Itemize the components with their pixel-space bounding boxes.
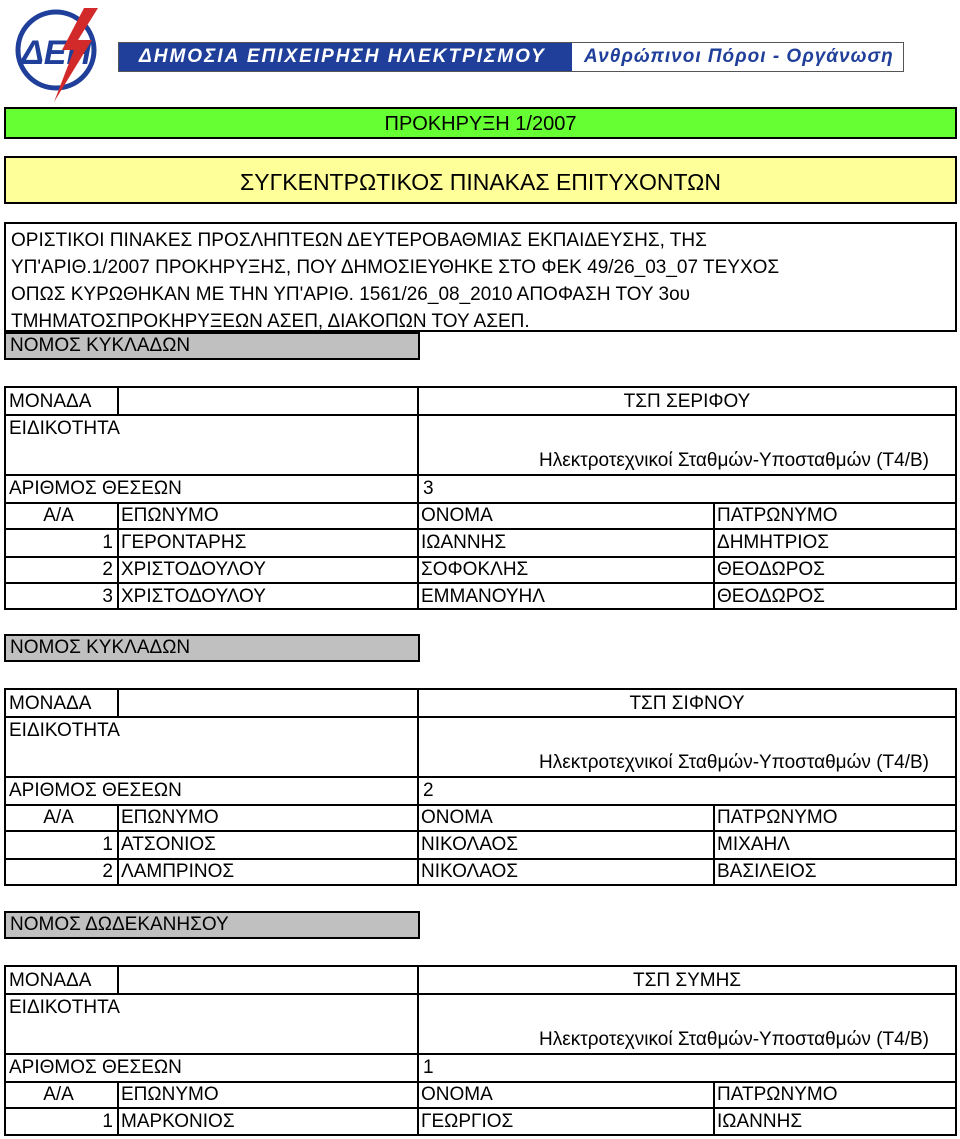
specialty-label: ΕΙΔΙΚΟΤΗΤΑ [9,997,120,1018]
company-banner [118,42,904,95]
specialty-value: Ηλεκτροτεχνικοί Σταθμών-Υποσταθμών (Τ4/Β) [539,752,929,773]
unit-label: ΜΟΝΑΔΑ [9,970,92,991]
positions-label: ΑΡΙΘΜΟΣ ΘΕΣΕΩΝ [9,478,182,499]
slogan: Ανθρώπινοι Πόροι - Οργάνωση [584,46,894,67]
logo-text: ΔΕΗ [20,34,92,72]
region-label: ΝΟΜΟΣ ΚΥΚΛΑΔΩΝ [4,332,420,360]
document-title: ΣΥΓΚΕΝΤΡΩΤΙΚΟΣ ΠΙΝΑΚΑΣ ΕΠΙΤΥΧΟΝΤΩΝ [4,156,957,204]
positions-value: 3 [423,478,434,499]
col-name: ΟΝΟΜΑ [421,505,493,526]
specialty-label: ΕΙΔΙΚΟΤΗΤΑ [9,418,120,439]
announcement-title: ΠΡΟΚΗΡΥΞΗ 1/2007 [4,107,957,139]
region-label: ΝΟΜΟΣ ΚΥΚΛΑΔΩΝ [4,634,420,662]
intro-line: ΟΡΙΣΤΙΚΟΙ ΠΙΝΑΚΕΣ ΠΡΟΣΛΗΠΤΕΩΝ ΔΕΥΤΕΡΟΒΑΘΜΙΑΣ ΕΚΠΑΙΔΕΥΣΗΣ, ΤΗΣ [11,230,707,251]
specialty-value: Ηλεκτροτεχνικοί Σταθμών-Υποσταθμών (Τ4/Β) [539,450,929,471]
region-label: ΝΟΜΟΣ ΔΩΔΕΚΑΝΗΣΟΥ [4,911,420,939]
unit-value: ΤΣΠ ΣΕΡΙΦΟΥ [623,391,751,412]
intro-line: ΟΠΩΣ ΚΥΡΩΘΗΚΑΝ ΜΕ ΤΗΝ ΥΠ'ΑΡΙΘ. 1561/26_08_2010 ΑΠΟΦΑΣΗ ΤΟΥ 3ου [11,284,691,305]
company-name: ΔΗΜΟΣΙΑ ΕΠΙΧΕΙΡΗΣΗ ΗΛΕΚΤΡΙΣΜΟΥ Α.Ε. [119,43,572,71]
col-aa: Α/Α [43,1084,74,1105]
intro-text [4,222,957,332]
col-surname: ΕΠΩΝΥΜΟ [121,505,219,526]
positions-label: ΑΡΙΘΜΟΣ ΘΕΣΕΩΝ [9,1057,182,1078]
col-father: ΠΑΤΡΩΝΥΜΟ [717,505,838,526]
specialty-value: Ηλεκτροτεχνικοί Σταθμών-Υποσταθμών (Τ4/Β) [539,1029,929,1050]
dei-logo-icon [14,6,102,104]
unit-label: ΜΟΝΑΔΑ [9,693,92,714]
specialty-label: ΕΙΔΙΚΟΤΗΤΑ [9,720,120,741]
col-surname: ΕΠΩΝΥΜΟ [121,807,219,828]
intro-line: ΤΜΗΜΑΤΟΣΠΡΟΚΗΡΥΞΕΩΝ ΑΣΕΠ, ΔΙΑΚΟΠΩΝ ΤΟΥ ΑΣΕΠ. [11,311,530,332]
intro-line: ΥΠ'ΑΡΙΘ.1/2007 ΠΡΟΚΗΡΥΞΗΣ, ΠΟΥ ΔΗΜΟΣΙΕΥΘΗΚΕ ΣΤΟ ΦΕΚ 49/26_03_07 ΤΕΥΧΟΣ [11,257,780,278]
col-name: ΟΝΟΜΑ [421,807,493,828]
section-table: ΜΟΝΑΔΑ ΤΣΠ ΣΙΦΝΟΥ ΕΙΔΙΚΟΤΗΤΑ Ηλεκτροτεχνικοί Σταθμών-Υποσταθμών (Τ4/Β) ΑΡΙΘΜΟΣ ΘΕΣΕΩΝ 2 Α/Α ΕΠΩΝΥΜΟ ΟΝΟΜΑ ΠΑΤΡΩΝΥΜΟ 1 ΑΤΣΟΝΙΟΣ ΝΙΚΟΛΑΟΣ ΜΙΧΑΗΛ 2 ΛΑΜΠΡΙΝΟΣ ΝΙΚΟΛΑΟΣ ΒΑΣΙΛΕΙΟΣ [4,688,957,886]
col-aa: Α/Α [43,807,74,828]
col-father: ΠΑΤΡΩΝΥΜΟ [717,1084,838,1105]
positions-value: 1 [423,1057,434,1078]
col-surname: ΕΠΩΝΥΜΟ [121,1084,219,1105]
section-table: ΜΟΝΑΔΑ ΤΣΠ ΣΥΜΗΣ ΕΙΔΙΚΟΤΗΤΑ Ηλεκτροτεχνικοί Σταθμών-Υποσταθμών (Τ4/Β) ΑΡΙΘΜΟΣ ΘΕΣΕΩΝ 1 Α/Α ΕΠΩΝΥΜΟ ΟΝΟΜΑ ΠΑΤΡΩΝΥΜΟ 1 ΜΑΡΚΟΝΙΟΣ ΓΕΩΡΓΙΟΣ ΙΩΑΝΝΗΣ [4,965,957,1136]
col-name: ΟΝΟΜΑ [421,1084,493,1105]
unit-label: ΜΟΝΑΔΑ [9,391,92,412]
col-father: ΠΑΤΡΩΝΥΜΟ [717,807,838,828]
unit-value: ΤΣΠ ΣΥΜΗΣ [632,970,742,991]
positions-label: ΑΡΙΘΜΟΣ ΘΕΣΕΩΝ [9,780,182,801]
section-table: ΜΟΝΑΔΑ ΤΣΠ ΣΕΡΙΦΟΥ ΕΙΔΙΚΟΤΗΤΑ Ηλεκτροτεχνικοί Σταθμών-Υποσταθμών (Τ4/Β) ΑΡΙΘΜΟΣ ΘΕΣΕΩΝ 3 Α/Α ΕΠΩΝΥΜΟ ΟΝΟΜΑ ΠΑΤΡΩΝΥΜΟ 1 ΓΕΡΟΝΤΑΡΗΣ ΙΩΑΝΝΗΣ ΔΗΜΗΤΡΙΟΣ 2 ΧΡΙΣΤΟΔΟΥΛΟΥ ΣΟΦΟΚΛΗΣ ΘΕΟΔΩΡΟΣ 3 ΧΡΙΣΤΟΔΟΥΛΟΥ ΕΜΜΑΝΟΥΗΛ ΘΕΟΔΩΡΟΣ [4,386,957,610]
positions-value: 2 [423,780,434,801]
dei-logo [14,6,102,104]
col-aa: Α/Α [43,505,74,526]
unit-value: ΤΣΠ ΣΙΦΝΟΥ [629,693,745,714]
